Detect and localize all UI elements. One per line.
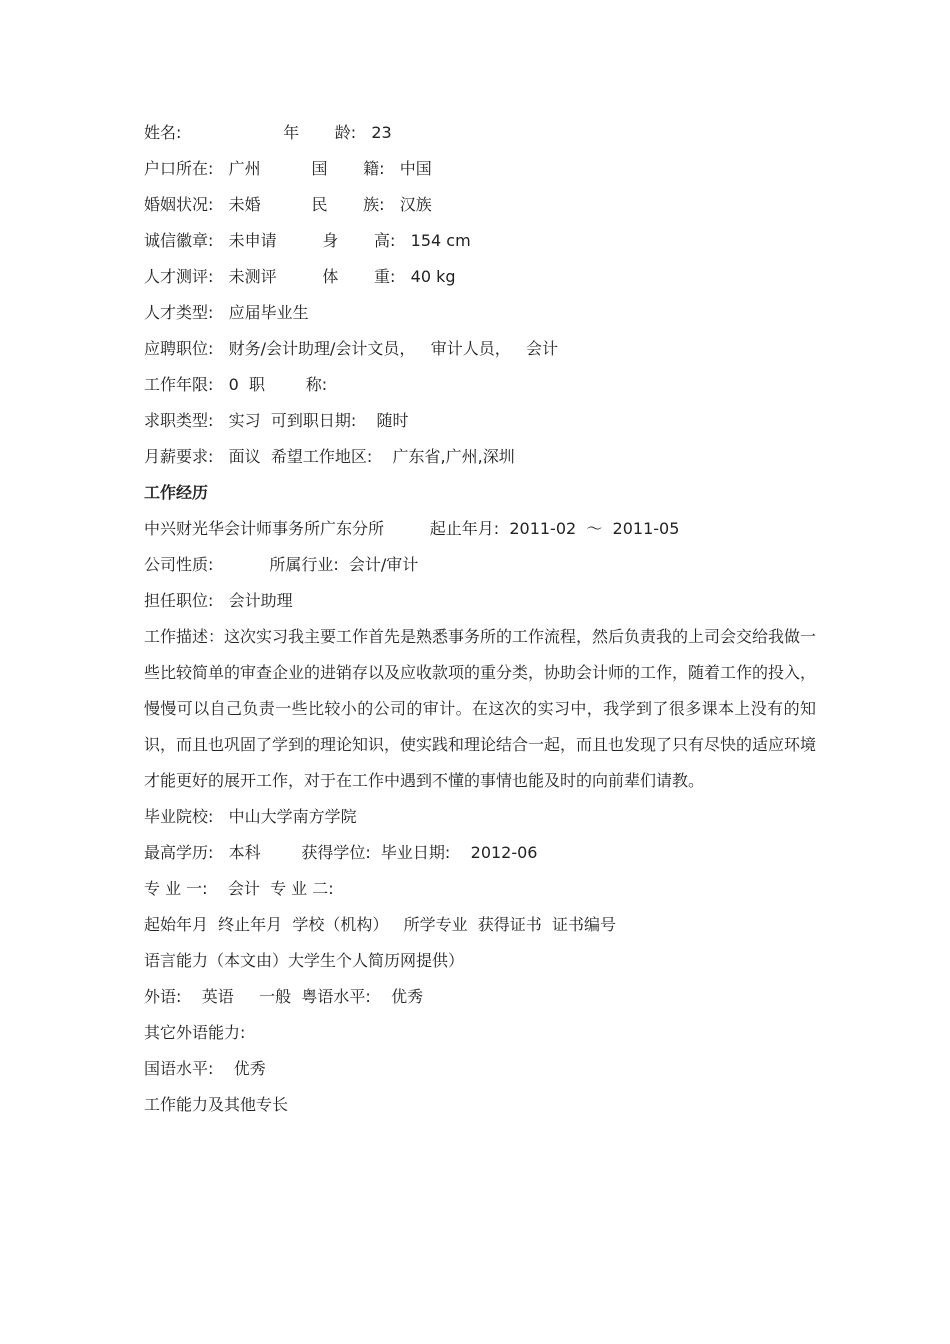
name-age-line: 姓名: 年 龄: 23 (144, 123, 392, 142)
degree-line: 最高学历: 本科 获得学位: 毕业日期: 2012-06 (144, 843, 538, 862)
school-line: 毕业院校: 中山大学南方学院 (144, 807, 357, 826)
mandarin-line: 国语水平: 优秀 (144, 1059, 266, 1078)
work-experience-section (144, 475, 816, 799)
work-description: 工作描述：这次实习我主要工作首先是熟悉事务所的工作流程，然后负责我的上司会交给我做一些比较简单的审查企业的进销存以及应收款项的重分类，协助会计师的工作，随着工作的投入，慢慢可以自己负责一些比较小的公司的审计。在这次的实习中，我学到了很多课本上没有的知识，而且也巩固了学到的理论知识，使实践和理论结合一起，而且也发现了只有尽快的适应环境才能更好的展开工作，对于在工作中遇到不懂的事情也能及时的向前辈们请教。 (144, 627, 817, 790)
education-section (144, 799, 816, 943)
position-held-line: 担任职位: 会计助理 (144, 591, 293, 610)
education-table-header: 起始年月 终止年月 学校（机构） 所学专业 获得证书 证书编号 (144, 915, 616, 934)
marital-ethnicity-line: 婚姻状况: 未婚 民 族: 汉族 (144, 195, 432, 214)
job-type-line: 求职类型: 实习 可到职日期: 随时 (144, 411, 409, 430)
hukou-nationality-line: 户口所在: 广州 国 籍: 中国 (144, 159, 432, 178)
assessment-weight-line: 人才测评: 未测评 体 重: 40 kg (144, 267, 456, 286)
other-language-line: 其它外语能力: (144, 1023, 246, 1042)
language-section (144, 943, 816, 1123)
language-heading-line: 语言能力（本文由）大学生个人简历网提供） (144, 951, 465, 970)
skills-heading-line: 工作能力及其他专长 (144, 1095, 289, 1114)
company-nature-line: 公司性质: 所属行业: 会计/审计 (144, 555, 419, 574)
personal-info-section (144, 115, 816, 475)
work-experience-heading: 工作经历 (144, 483, 209, 502)
talent-type-line: 人才类型: 应届毕业生 (144, 303, 309, 322)
work-years-line: 工作年限: 0 职 称: (144, 375, 328, 394)
badge-height-line: 诚信徽章: 未申请 身 高: 154 cm (144, 231, 471, 250)
foreign-language-line: 外语: 英语 一般 粤语水平: 优秀 (144, 987, 424, 1006)
applied-position-line: 应聘职位: 财务/会计助理/会计文员， 审计人员， 会计 (144, 339, 558, 358)
company-period-line: 中兴财光华会计师事务所广东分所 起止年月: 2011-02 ～ 2011-05 (144, 519, 680, 538)
major-line: 专 业 一: 会计 专 业 二: (144, 879, 334, 898)
resume-document (144, 115, 816, 1123)
salary-location-line: 月薪要求: 面议 希望工作地区: 广东省,广州,深圳 (144, 447, 515, 466)
